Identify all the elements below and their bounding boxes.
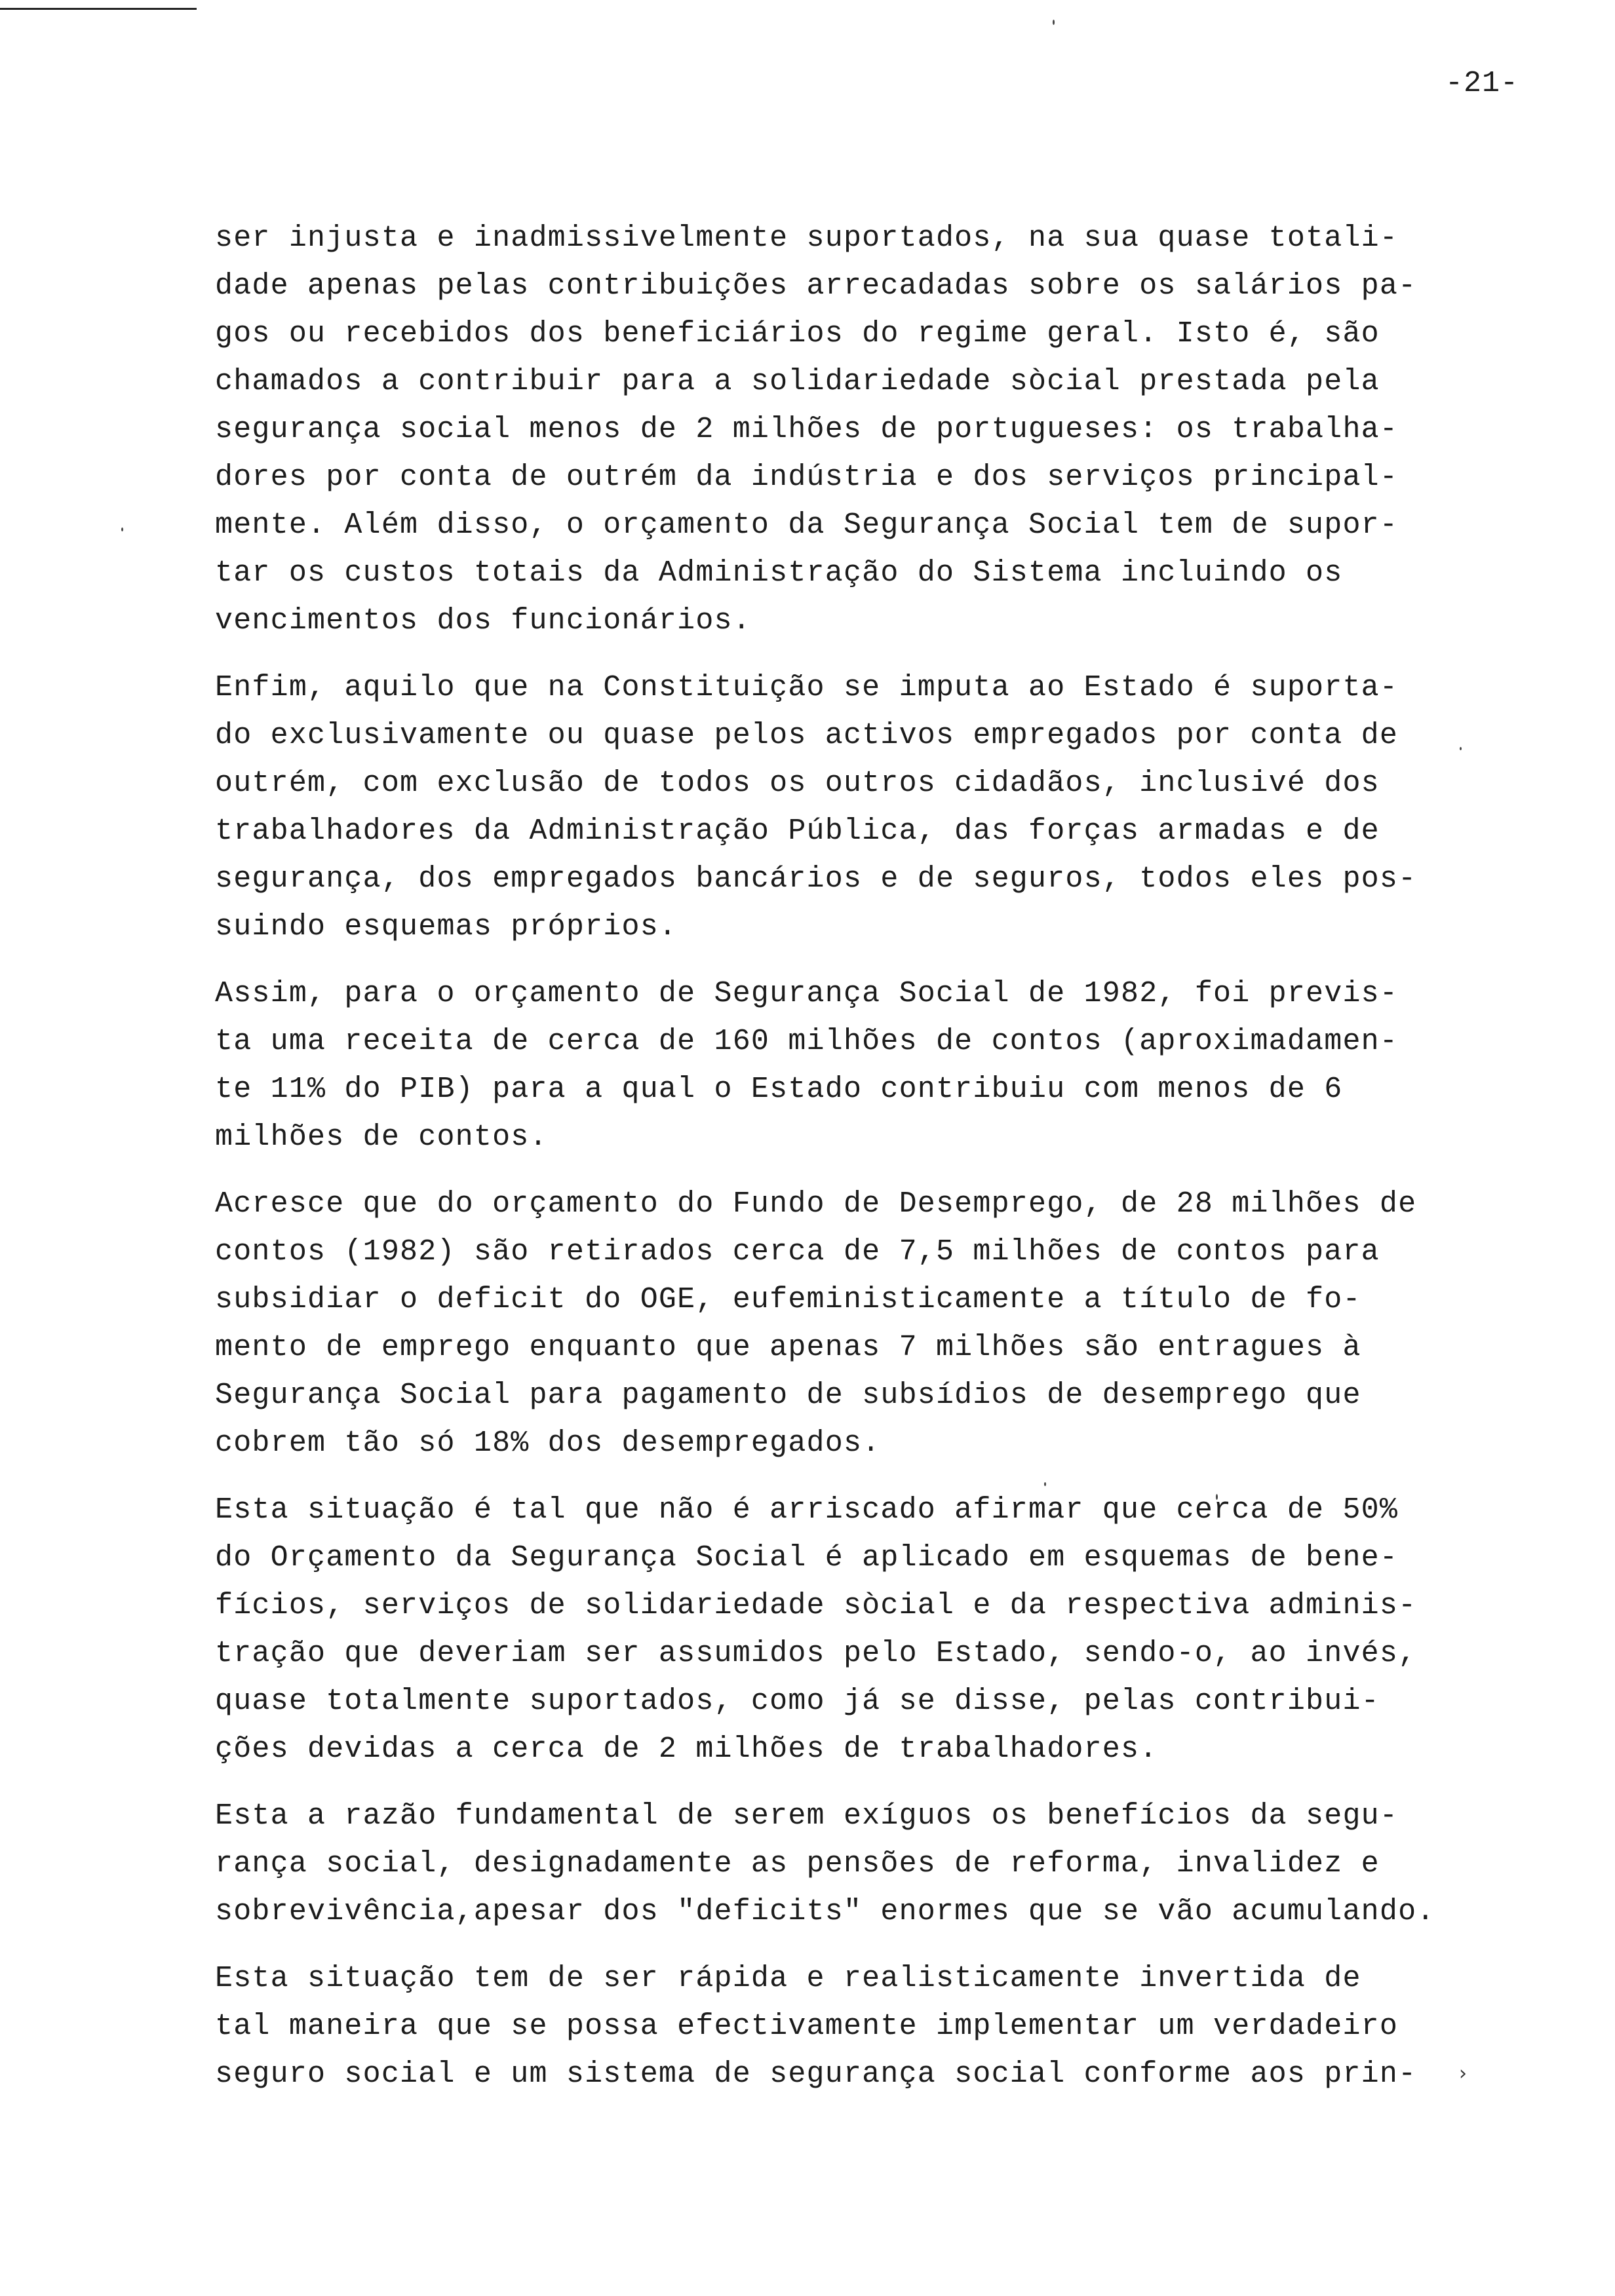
text-line: Acresce que do orçamento do Fundo de Desemprego, de 28 milhões de <box>215 1187 1417 1221</box>
text-line: gos ou recebidos dos beneficiários do regime geral. Isto é, são <box>215 317 1380 351</box>
text-line: ções devidas a cerca de 2 milhões de trabalhadores. <box>215 1732 1158 1766</box>
paragraph <box>215 214 1526 645</box>
text-line: dade apenas pelas contribuições arrecadadas sobre os salários pa- <box>215 269 1417 303</box>
text-line: Segurança Social para pagamento de subsídios de desemprego que <box>215 1379 1361 1412</box>
text-line: cobrem tão só 18% dos desempregados. <box>215 1426 881 1460</box>
paragraph <box>215 1486 1526 1773</box>
text-line: chamados a contribuir para a solidariedade sòcial prestada pela <box>215 365 1380 398</box>
text-line: ser injusta e inadmissivelmente suportados, na sua quase totali- <box>215 221 1399 255</box>
page-number: -21- <box>1445 67 1519 100</box>
text-line: Esta a razão fundamental de serem exíguos os benefícios da segu- <box>215 1799 1399 1833</box>
text-line: suindo esquemas próprios. <box>215 910 678 944</box>
text-line: tar os custos totais da Administração do Sistema incluindo os <box>215 556 1343 590</box>
text-line: mento de emprego enquanto que apenas 7 milhões são entragues à <box>215 1331 1361 1364</box>
paragraph <box>215 1180 1526 1467</box>
text-line: subsidiar o deficit do OGE, eufeministicamente a título de fo- <box>215 1283 1361 1316</box>
text-line: Assim, para o orçamento de Segurança Social de 1982, foi previs- <box>215 977 1399 1010</box>
text-line: mente. Além disso, o orçamento da Segurança Social tem de supor- <box>215 508 1399 542</box>
text-line: seguro social e um sistema de segurança social conforme aos prin- <box>215 2057 1417 2091</box>
scan-speck <box>121 527 123 531</box>
text-line: Enfim, aquilo que na Constituição se imputa ao Estado é suporta- <box>215 671 1399 704</box>
paragraph <box>215 1955 1526 2098</box>
text-line: fícios, serviços de solidariedade sòcial e da respectiva adminis- <box>215 1589 1417 1622</box>
paragraph <box>215 1792 1526 1936</box>
scan-edge-line <box>0 8 197 10</box>
text-line: do exclusivamente ou quase pelos activos empregados por conta de <box>215 719 1399 752</box>
scan-speck <box>1053 20 1055 25</box>
text-line: vencimentos dos funcionários. <box>215 604 751 638</box>
text-line: ta uma receita de cerca de 160 milhões de contos (aproximadamen- <box>215 1025 1399 1058</box>
text-line: milhões de contos. <box>215 1120 548 1154</box>
paragraph <box>215 970 1526 1161</box>
margin-arrow-icon: › <box>1459 2062 1467 2085</box>
text-line: do Orçamento da Segurança Social é aplicado em esquemas de bene- <box>215 1541 1399 1575</box>
text-line: segurança, dos empregados bancários e de seguros, todos eles pos- <box>215 862 1417 896</box>
text-line: te 11% do PIB) para a qual o Estado contribuiu com menos de 6 <box>215 1073 1343 1106</box>
text-line: tal maneira que se possa efectivamente implementar um verdadeiro <box>215 2010 1399 2043</box>
text-line: sobrevivência,apesar dos "deficits" enormes que se vão acumulando. <box>215 1895 1435 1928</box>
paragraph <box>215 664 1526 951</box>
text-line: outrém, com exclusão de todos os outros cidadãos, inclusivé dos <box>215 767 1380 800</box>
text-line: Esta situação é tal que não é arriscado afirmar que cerca de 50% <box>215 1493 1399 1527</box>
text-line: contos (1982) são retirados cerca de 7,5 milhões de contos para <box>215 1235 1380 1269</box>
text-line: tração que deveriam ser assumidos pelo Estado, sendo-o, ao invés, <box>215 1637 1417 1670</box>
text-line: segurança social menos de 2 milhões de portugueses: os trabalha- <box>215 413 1399 446</box>
text-line: Esta situação tem de ser rápida e realisticamente invertida de <box>215 1962 1361 1995</box>
text-line: trabalhadores da Administração Pública, das forças armadas e de <box>215 814 1380 848</box>
text-line: quase totalmente suportados, como já se disse, pelas contribui- <box>215 1685 1380 1718</box>
text-line: rança social, designadamente as pensões de reforma, invalidez e <box>215 1847 1380 1881</box>
body-text <box>215 214 1526 2117</box>
text-line: dores por conta de outrém da indústria e dos serviços principal- <box>215 461 1399 494</box>
